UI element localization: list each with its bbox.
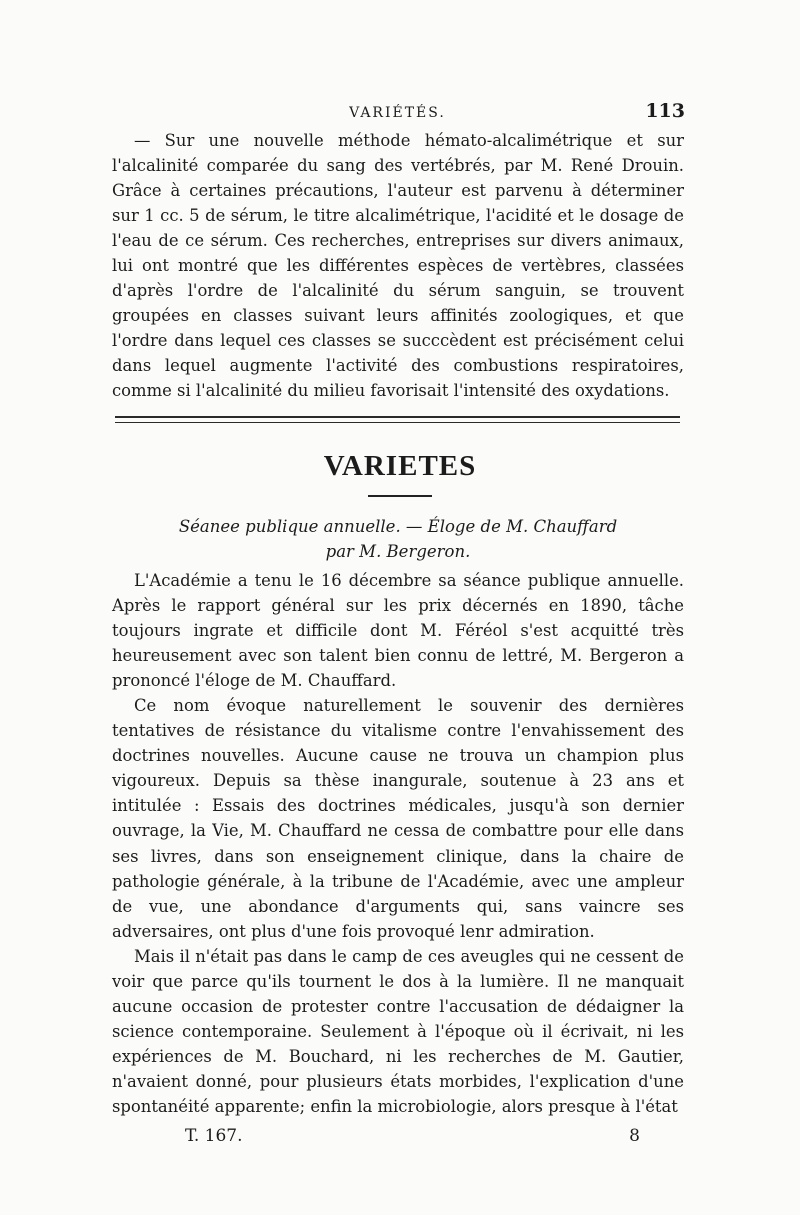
top-paragraph-block	[112, 128, 684, 404]
page-number: 113	[645, 100, 685, 122]
title-underline-rule	[368, 495, 432, 497]
paragraph: Mais il n'était pas dans le camp de ces aveugles qui ne cessent de voir que parce qu'ils tournent le dos à la lumière. Il ne manquait aucune occasion de protester contre l'accusation de dédaigner la science contemporaine. Seulement à l'époque où il écrivait, ni les expériences de M. Bouchard, ni les recherches de M. Gautier, n'avaient donné, pour plusieurs états morbides, l'explication d'une spontanéité apparente; enfin la microbiologie, alors presque à l'état	[112, 946, 684, 1116]
paragraph: — Sur une nouvelle méthode hémato-alcalimétrique et sur l'alcalinité comparée du sang des vertébrés, par M. René Drouin. Grâce à certaines précautions, l'auteur est parvenu à déterminer sur 1 cc. 5 de sérum, le titre alcalimétrique, l'acidité et le dosage de l'eau de ce sérum. Ces recherches, entreprises sur divers animaux, lui ont montré que les différentes espèces de vertèbres, classées d'après l'ordre de l'alcalinité du sérum sanguin, se trouvent groupées en classes suivant leurs affinités zoologiques, et que l'ordre dans lequel ces classes se succcèdent est précisément celui dans lequel augmente l'activité des combustions respiratoires, comme si l'alcalinité du milieu favorisait l'intensité des oxydations.	[112, 131, 684, 401]
volume-signature: T. 167.	[185, 1126, 243, 1146]
section-divider-rule-thin	[115, 422, 680, 423]
article-body	[112, 568, 684, 1119]
running-title: VARIÉTÉS.	[349, 105, 446, 121]
section-title: VARIETES	[323, 450, 477, 482]
section-divider-rule	[115, 416, 680, 418]
running-header	[110, 100, 685, 126]
page-footer	[185, 1126, 640, 1150]
subheading-line: par M. Bergeron.	[325, 542, 471, 561]
subheading-line: Séanee publique annuelle. — Éloge de M. Chauffard	[178, 517, 618, 536]
article-subheading	[112, 514, 684, 564]
paragraph: L'Académie a tenu le 16 décembre sa séance publique annuelle. Après le rapport général sur les prix décernés en 1890, tâche toujours ingrate et difficile dont M. Féréol s'est acquitté très heureusement avec son talent bien connu de lettré, M. Bergeron a prononcé l'éloge de M. Chauffard.	[112, 571, 684, 691]
sheet-number: 8	[629, 1126, 640, 1146]
paragraph: Ce nom évoque naturellement le souvenir des dernières tentatives de résistance du vitalisme contre l'envahissement des doctrines nouvelles. Aucune cause ne trouva un champion plus vigoureux. Depuis sa thèse inangurale, soutenue à 23 ans et intitulée : Essais des doctrines médicales, jusqu'à son dernier ouvrage, la Vie, M. Chauffard ne cessa de combattre pour elle dans ses livres, dans son enseignement clinique, dans la chaire de pathologie générale, à la tribune de l'Académie, avec une ampleur de vue, une abondance d'arguments qui, sans vaincre ses adversaires, ont plus d'une fois provoqué lenr admiration.	[112, 696, 684, 941]
